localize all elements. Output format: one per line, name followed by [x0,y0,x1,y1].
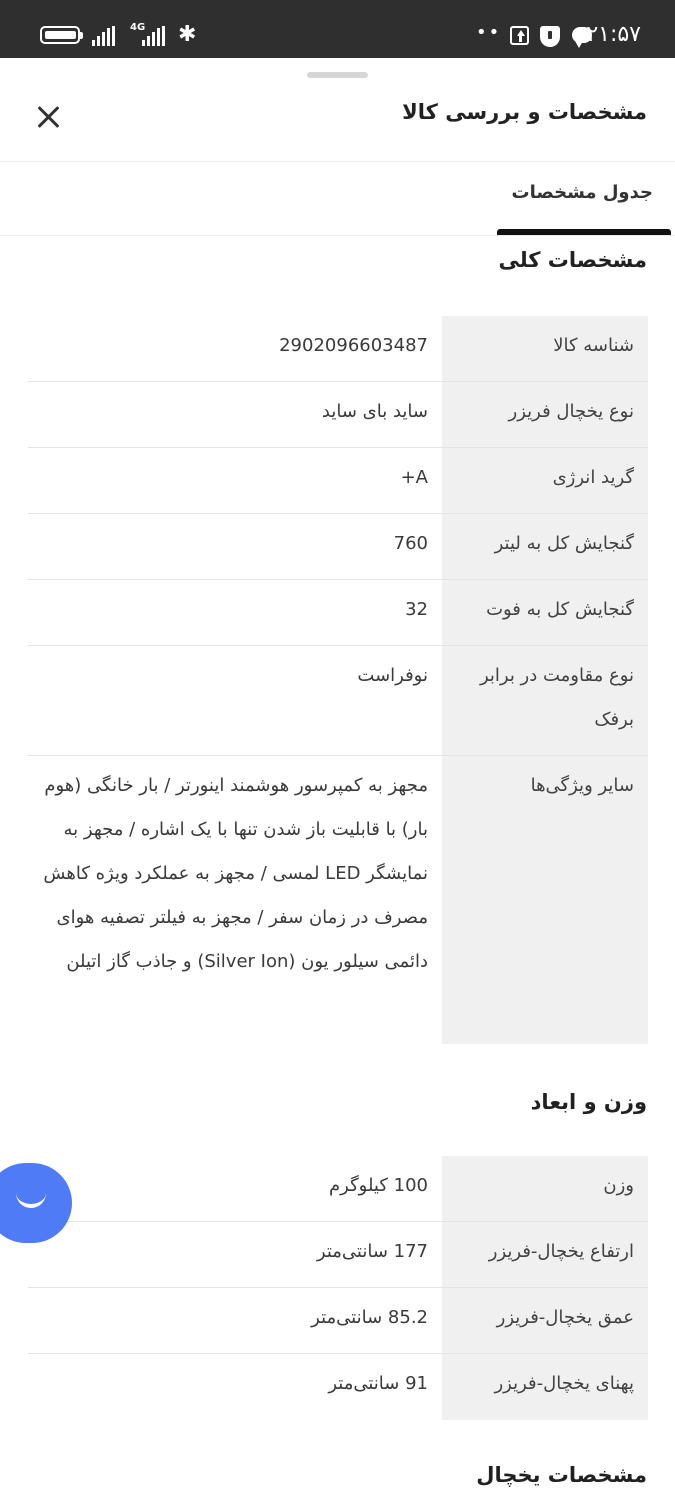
bluetooth-icon: ✱ [178,22,197,47]
spec-key: شناسه کالا [442,316,648,381]
drag-handle[interactable] [307,72,368,78]
section-title-fridge: مشخصات یخچال [476,1463,647,1487]
spec-key: گرید انرژی [442,448,648,513]
spec-key: سایر ویژگی‌ها [442,756,648,1044]
table-row [28,1156,648,1222]
spec-key: گنجایش کل به فوت [442,580,648,645]
table-row [28,756,648,1044]
chat-smile-icon [16,1193,46,1208]
table-row [28,1354,648,1420]
spec-value: 177 سانتی‌متر [316,1241,428,1262]
section-title-dimensions: وزن و ابعاد [530,1090,647,1114]
energy-grade-value: +A [400,467,428,488]
spec-key: نوع مقاومت در برابر برفک [442,646,648,755]
spec-value: 2902096603487 [279,335,428,356]
network-type-label: 4G [130,22,146,33]
spec-value [28,448,442,513]
signal-icon-2 [142,24,165,46]
spec-key: پهنای یخچال-فریزر [442,1354,648,1420]
spec-value: ساید بای ساید [321,401,428,422]
spec-value: نوفراست [357,665,428,686]
table-row [28,382,648,448]
shield-icon [540,26,560,47]
tab-specifications[interactable]: جدول مشخصات [511,182,653,203]
upload-icon [510,26,529,45]
table-row [28,646,648,756]
spec-key: گنجایش کل به لیتر [442,514,648,579]
spec-value: 100 کیلوگرم [329,1175,428,1196]
close-icon[interactable] [32,100,64,134]
spec-value: 91 سانتی‌متر [328,1373,428,1394]
spec-value: 32 [405,599,428,620]
spec-key: نوع یخچال فریزر [442,382,648,447]
table-row [28,316,648,382]
table-row [28,580,648,646]
sheet-title: مشخصات و بررسی کالا [402,100,647,124]
clock: ۲۱:۵۷ [586,22,641,47]
signal-icon [92,24,115,46]
spec-key: ارتفاع یخچال-فریزر [442,1222,648,1287]
spec-value: 85.2 سانتی‌متر [311,1307,428,1328]
spec-key: عمق یخچال-فریزر [442,1288,648,1353]
spec-table-dimensions [28,1156,648,1420]
status-bar [0,0,675,58]
section-title-general: مشخصات کلی [498,248,647,272]
spec-value: مجهز به کمپرسور هوشمند اینورتر / بار خانگی (هوم بار) با قابلیت باز شدن تنها با یک اشاره / مجهز به نمایشگر LED لمسی / مجهز به عملکرد ویژه کاهش مصرف در زمان سفر / مجهز به فیلتر تصفیه هوای دائمی سیلور یون (Silver Ion) و جاذب گاز اتیلن [43,775,428,972]
spec-value: 760 [393,533,428,554]
spec-key: وزن [442,1156,648,1221]
table-row [28,1222,648,1288]
header-divider [0,161,675,162]
table-row [28,514,648,580]
spec-table-general [28,316,648,1044]
table-row [28,1288,648,1354]
tab-divider [0,235,675,236]
more-notifications-icon: •• [476,22,502,43]
table-row [28,448,648,514]
battery-icon [40,26,80,44]
